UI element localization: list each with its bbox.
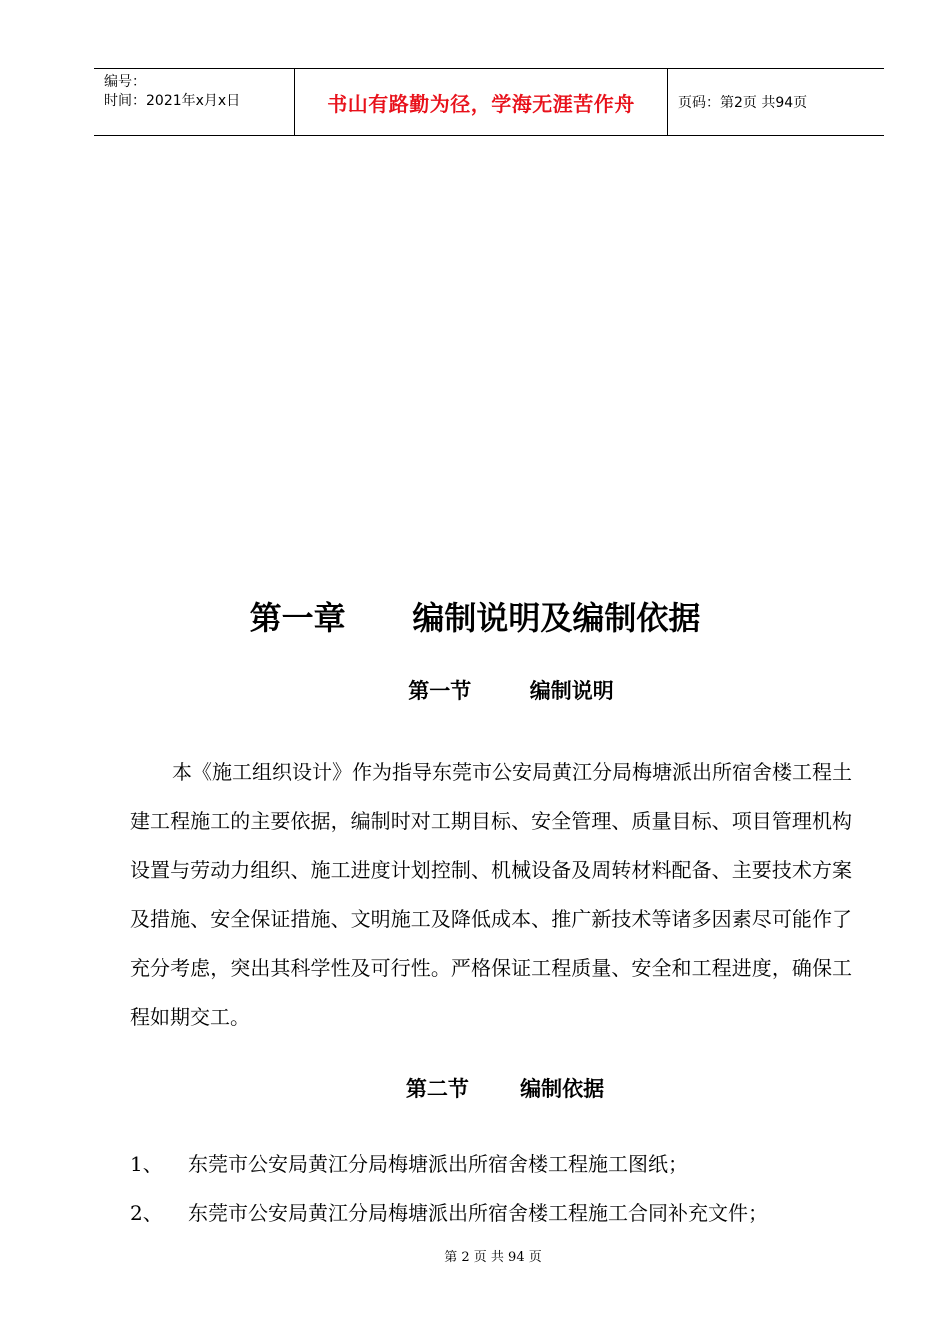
header-info-cell [94,69,295,135]
page-footer: 第 2 页 共 94 页 [444,1250,542,1265]
page-header [94,68,884,136]
section-title-1: 第一节 编制说明 [408,679,614,703]
list-item [130,1140,860,1189]
document-time-label: 时间：2021年x月x日 [104,93,241,109]
header-motto: 书山有路勤为径，学海无涯苦作舟 [295,69,668,135]
section-title-2: 第二节 编制依据 [405,1077,605,1101]
basis-list [130,1140,860,1238]
list-item-text: 东莞市公安局黄江分局梅塘派出所宿舍楼工程施工合同补充文件； [188,1201,768,1225]
list-item-text: 东莞市公安局黄江分局梅塘派出所宿舍楼工程施工图纸； [188,1152,688,1176]
list-item [130,1189,860,1238]
list-item-number: 2、 [130,1201,163,1225]
list-item-number: 1、 [130,1152,163,1176]
document-number-label: 编号： [104,74,146,90]
chapter-title: 第一章 编制说明及编制依据 [249,599,701,637]
section-1-paragraph: 本《施工组织设计》作为指导东莞市公安局黄江分局梅塘派出所宿舍楼工程土建工程施工的主要依据，编制时对工期目标、安全管理、质量目标、项目管理机构设置与劳动力组织、施工进度计划控制、机械设备及周转材料配备、主要技术方案及措施、安全保证措施、文明施工及降低成本、推广新技术等诸多因素尽可能作了充分考虑，突出其科学性及可行性。严格保证工程质量、安全和工程进度，确保工程如期交工。 [130,760,852,1029]
header-page-number: 页码：第2页 共94页 [678,95,808,111]
